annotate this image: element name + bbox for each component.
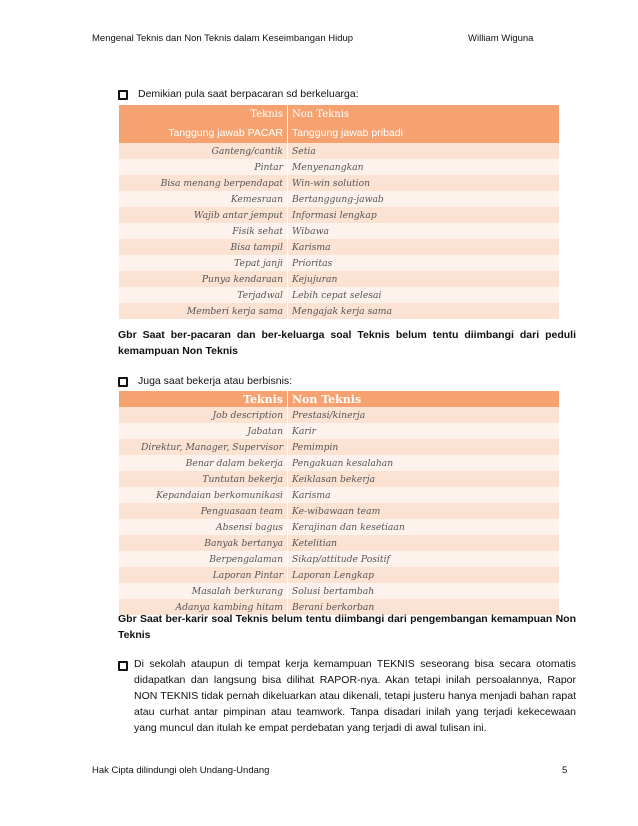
square-bullet-icon (118, 661, 128, 671)
relationship-table (119, 105, 559, 319)
cell-non-teknis: Karisma (288, 239, 560, 255)
column-header-non-teknis: Non Teknis (288, 391, 560, 407)
cell-teknis: Memberi kerja sama (119, 303, 288, 319)
header-title: Mengenal Teknis dan Non Teknis dalam Keseimbangan Hidup (92, 33, 354, 44)
table-row (119, 239, 559, 255)
cell-non-teknis: Sikap/attitude Positif (288, 551, 560, 567)
table-row (119, 223, 559, 239)
cell-non-teknis: Keiklasan bekerja (288, 471, 560, 487)
cell-teknis: Berpengalaman (119, 551, 288, 567)
table-row (119, 551, 559, 567)
cell-teknis: Benar dalam bekerja (119, 455, 288, 471)
cell-teknis: Jabatan (119, 423, 288, 439)
cell-teknis: Adanya kambing hitam (119, 599, 288, 615)
cell-teknis: Wajib antar jemput (119, 207, 288, 223)
cell-non-teknis: Laporan Lengkap (288, 567, 560, 583)
table-row (119, 455, 559, 471)
cell-teknis: Masalah berkurang (119, 583, 288, 599)
footer-copyright: Hak Cipta dilindungi oleh Undang-Undang (92, 765, 270, 776)
cell-teknis: Terjadwal (119, 287, 288, 303)
cell-non-teknis: Win-win solution (288, 175, 560, 191)
table-row (119, 175, 559, 191)
cell-non-teknis: Berani berkorban (288, 599, 560, 615)
bullet-text: Demikian pula saat berpacaran sd berkeluarga: (138, 88, 359, 100)
cell-non-teknis: Setia (288, 143, 560, 159)
cell-teknis: Job description (119, 407, 288, 423)
table-row (119, 143, 559, 159)
table-row (119, 503, 559, 519)
table-row (119, 439, 559, 455)
cell-non-teknis: Prestasi/kinerja (288, 407, 560, 423)
table-row (119, 407, 559, 423)
table-row (119, 159, 559, 175)
cell-non-teknis: Ke-wibawaan team (288, 503, 560, 519)
cell-teknis: Laporan Pintar (119, 567, 288, 583)
table-row (119, 271, 559, 287)
cell-teknis: Punya kendaraan (119, 271, 288, 287)
table-header-row (119, 105, 559, 123)
cell-non-teknis: Mengajak kerja sama (288, 303, 560, 319)
table-row (119, 191, 559, 207)
column-header-teknis: Teknis (119, 105, 288, 123)
table-row (119, 535, 559, 551)
cell-teknis: Kepandaian berkomunikasi (119, 487, 288, 503)
table-row (119, 471, 559, 487)
table-row (119, 487, 559, 503)
cell-non-teknis: Prioritas (288, 255, 560, 271)
cell-teknis: Tepat janji (119, 255, 288, 271)
table-row (119, 255, 559, 271)
cell-non-teknis: Kerajinan dan kesetiaan (288, 519, 560, 535)
figure-caption-1: Gbr Saat ber-pacaran dan ber-keluarga soal Teknis belum tentu diimbangi dari peduli kemampuan Non Teknis (118, 329, 576, 357)
cell-teknis: Fisik sehat (119, 223, 288, 239)
cell-non-teknis: Informasi lengkap (288, 207, 560, 223)
bullet-item-1 (118, 88, 359, 100)
cell-non-teknis: Wibawa (288, 223, 560, 239)
cell-non-teknis: Menyenangkan (288, 159, 560, 175)
cell-teknis: Banyak bertanya (119, 535, 288, 551)
cell-non-teknis: Kejujuran (288, 271, 560, 287)
cell-non-teknis: Karir (288, 423, 560, 439)
cell-teknis: Penguasaan team (119, 503, 288, 519)
cell-teknis: Kemesraan (119, 191, 288, 207)
work-table (119, 391, 559, 615)
table-row (119, 423, 559, 439)
cell-teknis: Bisa tampil (119, 239, 288, 255)
page-number: 5 (562, 765, 568, 776)
column-header-non-teknis: Non Teknis (288, 105, 560, 123)
cell-non-teknis: Pengakuan kesalahan (288, 455, 560, 471)
cell-non-teknis: Bertanggung-jawab (288, 191, 560, 207)
cell-teknis: Pintar (119, 159, 288, 175)
table-row (119, 567, 559, 583)
table-row (119, 303, 559, 319)
cell-non-teknis: Karisma (288, 487, 560, 503)
cell-non-teknis: Ketelitian (288, 535, 560, 551)
cell-teknis: Bisa menang berpendapat (119, 175, 288, 191)
subheader-right: Tanggung jawab pribadi (288, 123, 560, 143)
table-header-row (119, 391, 559, 407)
square-bullet-icon (118, 377, 128, 387)
header-author: William Wiguna (468, 33, 534, 44)
table-row (119, 519, 559, 535)
cell-non-teknis: Lebih cepat selesai (288, 287, 560, 303)
figure-caption-2: Gbr Saat ber-karir soal Teknis belum tentu diimbangi dari pengembangan kemampuan Non Teknis (118, 613, 576, 641)
table-subheader-row (119, 123, 559, 143)
subheader-left: Tanggung jawab PACAR (119, 123, 288, 143)
cell-teknis: Direktur, Manager, Supervisor (119, 439, 288, 455)
cell-teknis: Ganteng/cantik (119, 143, 288, 159)
bullet-item-2 (118, 375, 292, 387)
table-row (119, 207, 559, 223)
square-bullet-icon (118, 90, 128, 100)
column-header-teknis: Teknis (119, 391, 288, 407)
table-row (119, 583, 559, 599)
closing-paragraph: Di sekolah ataupun di tempat kerja kemampuan TEKNIS seseorang bisa secara otomatis didapatkan dan langsung bisa dilihat RAPOR-nya. Akan tetapi inilah persoalannya, Rapor NON TEKNIS tidak pernah dikeluarkan atau dikenali, tetapi justeru hanya menjadi bahan rapat atau curhat antar pimpinan atau teamwork. Tanpa disadari inilah yang terjadi kekecewaan yang muncul dan itulah ke empat perdebatan yang terjadi di awal tulisan ini. (134, 658, 576, 734)
cell-non-teknis: Solusi bertambah (288, 583, 560, 599)
cell-non-teknis: Pemimpin (288, 439, 560, 455)
cell-teknis: Absensi bagus (119, 519, 288, 535)
table-row (119, 287, 559, 303)
bullet-text: Juga saat bekerja atau berbisnis: (138, 375, 293, 387)
cell-teknis: Tuntutan bekerja (119, 471, 288, 487)
